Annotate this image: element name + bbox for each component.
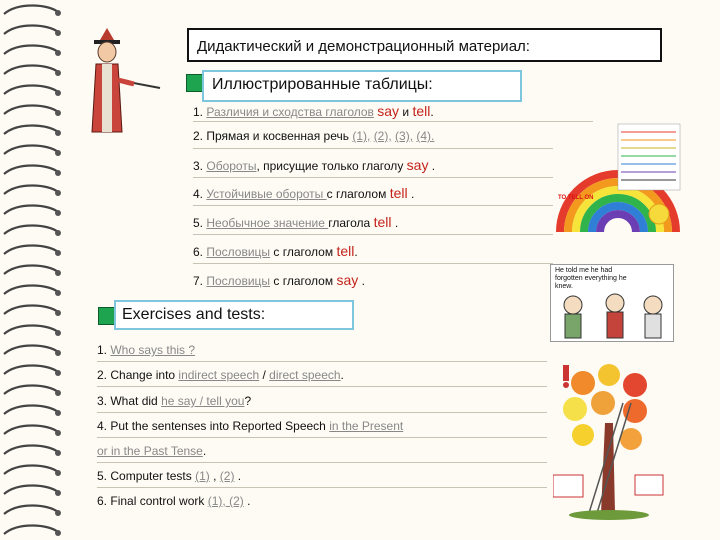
spiral-ring	[4, 326, 58, 335]
divider	[193, 205, 553, 206]
exercise-item-4: 4. Put the sentenses into Reported Speech in the Present	[97, 419, 404, 433]
spiral-hole	[55, 110, 61, 116]
divider	[193, 121, 593, 122]
spiral-hole	[55, 50, 61, 56]
spiral-hole	[55, 450, 61, 456]
spiral-ring	[4, 86, 58, 95]
spiral-hole	[55, 510, 61, 516]
spiral-hole	[55, 270, 61, 276]
cartoon-illustration	[550, 264, 674, 342]
divider	[193, 263, 553, 264]
link-test-1[interactable]: (1)	[195, 469, 210, 483]
link-tell-meaning[interactable]: Необычное значение	[206, 216, 329, 230]
exercise-item-2: 2. Change into indirect speech / direct speech.	[97, 368, 344, 382]
divider	[97, 361, 547, 362]
table-item-5: 5. Необычное значение глагола tell .	[193, 214, 399, 230]
link-past-tense[interactable]: or in the Past Tense	[97, 444, 203, 458]
spiral-hole	[55, 90, 61, 96]
spiral-hole	[55, 310, 61, 316]
spiral-hole	[55, 170, 61, 176]
spiral-ring	[4, 526, 58, 535]
link-present[interactable]: in the Present	[329, 419, 404, 433]
spiral-ring	[4, 446, 58, 455]
divider	[97, 437, 547, 438]
divider	[193, 148, 553, 149]
link-final-control[interactable]: (1), (2)	[207, 494, 244, 508]
table-item-4: 4. Устойчивые обороты с глаголом tell .	[193, 185, 415, 201]
spiral-ring	[4, 486, 58, 495]
link-speech-3[interactable]: (3),	[395, 129, 414, 143]
table-item-3: 3. Обороты, присущие только глаголу say .	[193, 157, 436, 173]
table-item-2: 2. Прямая и косвенная речь (1), (2), (3), (4).	[193, 129, 435, 143]
link-say-proverbs[interactable]: Пословицы	[206, 274, 271, 288]
link-say-tell-you[interactable]: he say / tell you	[161, 394, 245, 408]
spiral-ring	[4, 126, 58, 135]
divider	[193, 234, 553, 235]
exercise-item-1: 1. Who says this ?	[97, 343, 196, 357]
spiral-hole	[55, 30, 61, 36]
spiral-hole	[55, 410, 61, 416]
spiral-ring	[4, 46, 58, 55]
spiral-ring	[4, 286, 58, 295]
link-test-2[interactable]: (2)	[219, 469, 235, 483]
tree-illustration	[553, 363, 665, 521]
link-say-tell-diff[interactable]: Различия и сходства глаголов	[206, 105, 374, 119]
spiral-hole	[55, 130, 61, 136]
spiral-ring	[4, 406, 58, 415]
divider	[97, 487, 547, 488]
spiral-ring	[4, 6, 58, 15]
rainbow-illustration	[556, 122, 682, 240]
spiral-ring	[4, 346, 58, 355]
spiral-ring	[4, 386, 58, 395]
spiral-ring	[4, 66, 58, 75]
spiral-hole	[55, 10, 61, 16]
divider	[97, 386, 547, 387]
spiral-binding	[0, 0, 62, 540]
link-tell-idioms[interactable]: Устойчивые обороты	[206, 187, 327, 201]
link-who-says[interactable]: Who says this ?	[110, 343, 196, 357]
link-tell-proverbs[interactable]: Пословицы	[206, 245, 271, 259]
spiral-ring	[4, 146, 58, 155]
spiral-hole	[55, 530, 61, 536]
spiral-ring	[4, 206, 58, 215]
spiral-hole	[55, 350, 61, 356]
table-item-7: 7. Пословицы с глаголом say .	[193, 272, 365, 288]
exercises-heading	[114, 300, 354, 330]
divider	[97, 412, 547, 413]
cartoon-figures	[553, 291, 673, 341]
spiral-hole	[55, 470, 61, 476]
spiral-hole	[55, 330, 61, 336]
spiral-ring	[4, 466, 58, 475]
link-speech-4[interactable]: (4).	[416, 129, 435, 143]
spiral-hole	[55, 250, 61, 256]
tables-heading	[202, 70, 522, 102]
spiral-ring	[4, 266, 58, 275]
spiral-hole	[55, 70, 61, 76]
cartoon-caption: He told me he had forgotten everything he knew.	[555, 267, 627, 290]
spiral-hole	[55, 150, 61, 156]
rainbow-caption: TO TELL ON	[558, 195, 594, 201]
link-speech-2[interactable]: (2),	[373, 129, 392, 143]
rainbow-graphic	[556, 122, 682, 240]
tables-heading-label: Иллюстрированные таблицы:	[212, 76, 433, 93]
spiral-ring	[4, 166, 58, 175]
exercise-item-6: 6. Final control work (1), (2) .	[97, 494, 251, 508]
link-say-phrases[interactable]: Обороты	[206, 159, 257, 173]
spiral-ring	[4, 366, 58, 375]
page-title: Дидактический и демонстрационный материал:	[187, 28, 662, 62]
spiral-ring	[4, 26, 58, 35]
exercise-item-3: 3. What did he say / tell you?	[97, 394, 252, 408]
spiral-ring	[4, 186, 58, 195]
professor-clipart	[82, 22, 182, 142]
spiral-ring	[4, 106, 58, 115]
spiral-ring	[4, 306, 58, 315]
spiral-hole	[55, 210, 61, 216]
spiral-hole	[55, 370, 61, 376]
divider	[97, 462, 547, 463]
table-item-1: 1. Различия и сходства глаголов say и tell.	[193, 103, 434, 119]
link-indirect-speech[interactable]: indirect speech	[178, 368, 260, 382]
link-speech-1[interactable]: (1),	[352, 129, 371, 143]
spiral-hole	[55, 490, 61, 496]
spiral-ring	[4, 506, 58, 515]
exercise-item-4-cont: or in the Past Tense.	[97, 444, 207, 458]
spiral-hole	[55, 430, 61, 436]
spiral-ring	[4, 426, 58, 435]
spiral-hole	[55, 230, 61, 236]
tree-graphic	[553, 363, 665, 521]
spiral-hole	[55, 290, 61, 296]
exercise-item-5: 5. Computer tests (1) , (2) .	[97, 469, 242, 483]
spiral-hole	[55, 190, 61, 196]
table-item-6: 6. Пословицы с глаголом tell.	[193, 243, 358, 259]
exercises-heading-label: Exercises and tests:	[122, 306, 266, 323]
link-direct-speech[interactable]: direct speech	[269, 368, 341, 382]
divider	[193, 177, 553, 178]
spiral-ring	[4, 246, 58, 255]
spiral-hole	[55, 390, 61, 396]
spiral-ring	[4, 226, 58, 235]
